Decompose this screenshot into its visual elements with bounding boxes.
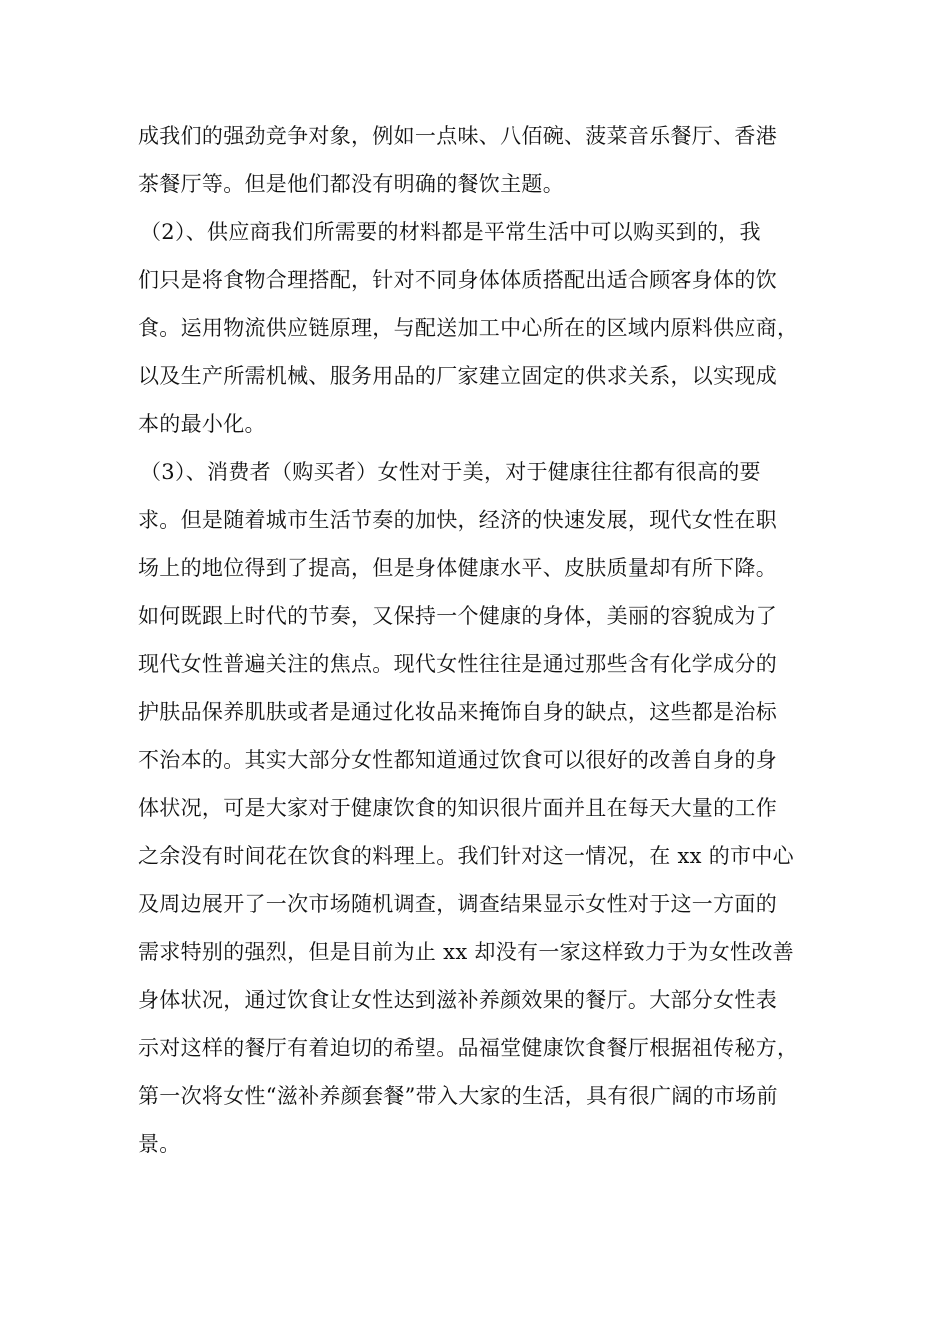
- text-line: 食。运用物流供应链原理，与配送加工中心所在的区域内原料供应商，: [138, 316, 799, 340]
- text-line: 求。但是随着城市生活节奏的加快，经济的快速发展，现代女性在职: [138, 508, 777, 532]
- text-line: 现代女性普遍关注的焦点。现代女性往往是通过那些含有化学成分的: [138, 652, 777, 676]
- text-line: 需求特别的强烈，但是目前为止 xx 却没有一家这样致力于为女性改善: [138, 940, 794, 964]
- text-line: （3）、消费者（购买者）女性对于美，对于健康往往都有很高的要: [140, 460, 761, 484]
- text-line: 之余没有时间花在饮食的料理上。我们针对这一情况，在 xx 的市中心: [138, 844, 794, 868]
- text-line: 茶餐厅等。但是他们都没有明确的餐饮主题。: [138, 172, 564, 196]
- text-line: 成我们的强劲竞争对象，例如一点味、八佰碗、菠菜音乐餐厅、香港: [138, 124, 777, 148]
- text-line: 及周边展开了一次市场随机调查，调查结果显示女性对于这一方面的: [138, 892, 777, 916]
- text-line: 示对这样的餐厅有着迫切的希望。品福堂健康饮食餐厅根据祖传秘方，: [138, 1036, 799, 1060]
- text-line: 们只是将食物合理搭配，针对不同身体体质搭配出适合顾客身体的饮: [138, 268, 777, 292]
- text-line: 以及生产所需机械、服务用品的厂家建立固定的供求关系，以实现成: [138, 364, 777, 388]
- text-line: 护肤品保养肌肤或者是通过化妆品来掩饰自身的缺点，这些都是治标: [138, 700, 777, 724]
- text-line: 本的最小化。: [138, 412, 266, 436]
- text-line: 如何既跟上时代的节奏，又保持一个健康的身体，美丽的容貌成为了: [138, 604, 777, 628]
- text-line: 体状况，可是大家对于健康饮食的知识很片面并且在每天大量的工作: [138, 796, 777, 820]
- body-text: [138, 112, 828, 1168]
- text-line: 身体状况，通过饮食让女性达到滋补养颜效果的餐厅。大部分女性表: [138, 988, 777, 1012]
- text-line: 场上的地位得到了提高，但是身体健康水平、皮肤质量却有所下降。: [138, 556, 777, 580]
- text-line: 第一次将女性“滋补养颜套餐”带入大家的生活，具有很广阔的市场前: [138, 1084, 778, 1108]
- text-line: 不治本的。其实大部分女性都知道通过饮食可以很好的改善自身的身: [138, 748, 777, 772]
- text-line: （2）、供应商我们所需要的材料都是平常生活中可以购买到的，我: [140, 220, 761, 244]
- text-line: 景。: [138, 1132, 181, 1156]
